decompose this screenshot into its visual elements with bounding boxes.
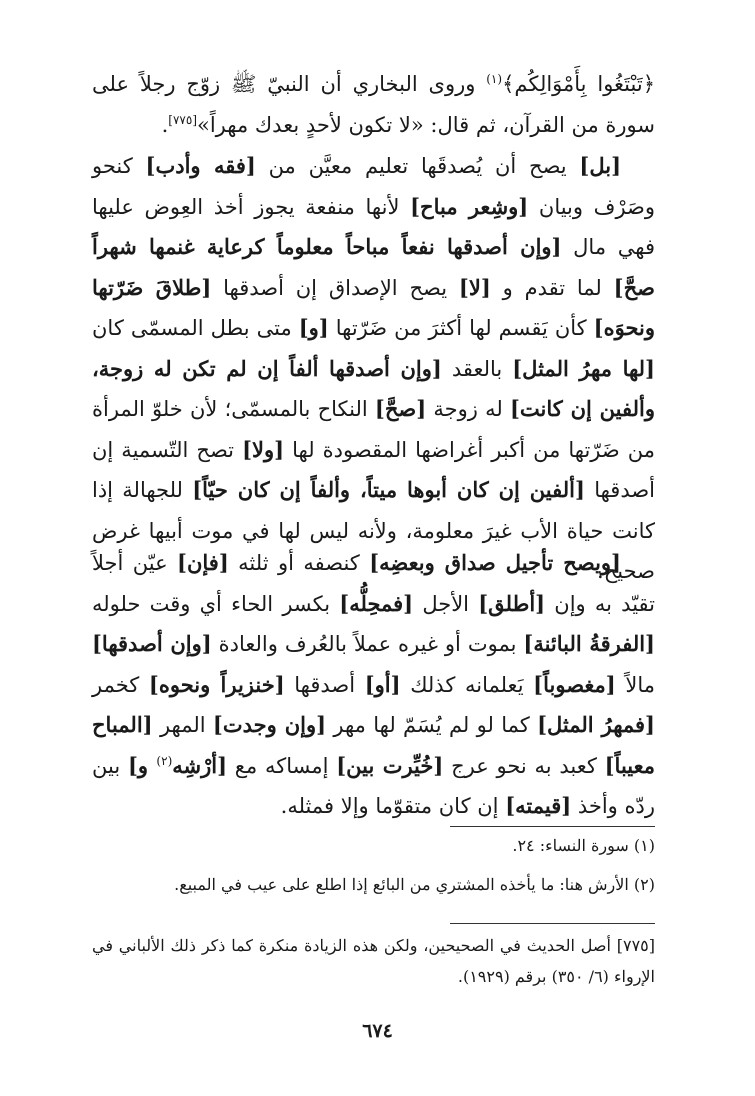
matn-text: [و] [298, 315, 329, 340]
paragraph-quran-hadith [92, 64, 655, 145]
body-text: الأجل [413, 591, 479, 616]
footnote-number: (٢) [633, 875, 655, 894]
body-text: يصح أن يُصدقَها تعليم معيَّن من [255, 154, 580, 178]
matn-text: [فقه وأدب] [145, 153, 256, 178]
matn-text: [ويصح تأجيل صداق وبعضِه] [369, 550, 621, 575]
matn-text: [صحَّ] [374, 396, 427, 421]
matn-text: و] [127, 752, 157, 778]
matn-text: [فمهرُ المثل] [537, 712, 655, 737]
body-text: متى بطل المسمّى كان [92, 316, 299, 340]
body-text: كعبد به نحو عرج [443, 753, 605, 778]
matn-text: [فمحِلُّه] [339, 590, 414, 616]
matn-text: [أرْشِه [172, 752, 228, 778]
matn-text: [وإن وجدت] [212, 712, 327, 737]
body-text: إن كان متقوّما وإلا فمثله. [280, 794, 506, 818]
body-text: له زوجة [426, 397, 510, 421]
body-text: . [161, 112, 169, 137]
matn-text: [وإن أصدقها ألفاً إن لم تكن له زوجة، وألفين إن كانت] [92, 355, 656, 421]
endnote-divider [450, 923, 655, 924]
body-text: بموت أو غيره عملاً بالعُرف والعادة [211, 632, 524, 656]
footnote-2 [92, 869, 655, 900]
footnote-divider [450, 826, 655, 827]
body-text: وروى البخاري أن النبيّ ﷺ زوّج رجلاً على سورة من القرآن، ثم قال: «لا تكون لأحدٍ بعدك مهراً» [92, 72, 655, 137]
matn-text: [خُيِّرت بين] [336, 752, 444, 778]
matn-text: [أو] [364, 671, 401, 697]
body-text: إمساكه مع [227, 753, 337, 778]
footnote-text: سورة النساء: ٢٤. [512, 836, 629, 855]
body-text: يصح الإصداق إن أصدقها [211, 275, 459, 300]
endnote-text: أصل الحديث في الصحيحين، ولكن هذه الزيادة منكرة كما ذكر ذلك الألباني في الإرواء (٦/ ٣٥٠) برقم (١٩٢٩). [92, 936, 655, 986]
footnote-1 [92, 830, 655, 861]
body-text: لما تقدم و [490, 275, 614, 300]
matn-text: [أطلق] [478, 590, 546, 616]
matn-text: [خنزيراً ونحوه] [148, 671, 285, 697]
body-text: كخمر [92, 672, 149, 697]
body-text: أصدقها [284, 672, 365, 697]
body-text: كأن يَقسم لها أكثرَ من ضَرّتها [328, 316, 594, 340]
matn-text: [مغصوباً] [533, 671, 616, 697]
matn-text: [وإن أصدقها نفعاً مباحاً معلوماً كرعاية غنمها شهراً صحَّ] [92, 234, 655, 300]
footnote-ref-1[interactable]: (١) [486, 72, 503, 86]
endnote-775 [92, 930, 655, 992]
paragraph-mahr-benefits [92, 146, 655, 592]
matn-text: [وشِعر مباح] [410, 193, 529, 219]
body-text: المهر [152, 713, 213, 737]
footnote-ref-2[interactable]: (٢) [156, 753, 173, 768]
matn-text: [المباح معيباً] [92, 712, 656, 778]
body-text: عيّن أجلاً تقيّد به وإن [92, 551, 655, 616]
body-text: يَعلمانه كذلك [400, 672, 534, 697]
body-text: كما لو لم يُسَمّ لها مهر [326, 713, 538, 737]
matn-text: [فإن] [177, 550, 229, 575]
matn-text: [لها مهرُ المثل] [512, 355, 655, 381]
body-text: تصح التّسمية إن أصدقها [92, 437, 656, 502]
body-text: كنحو وصَرْف وبيان [92, 154, 656, 219]
matn-text: [ألفين إن كان أبوها ميتاً، وألفاً إن كان حيّاً] [192, 477, 585, 502]
footnote-text: الأرش هنا: ما يأخذه المشتري من البائع إذا اطلع على عيب في المبيع. [174, 875, 629, 894]
body-text: للجهالة إذا كانت حياة الأب غيرَ معلومة، ولأنه ليس لها في موت أبيها غرض صحيح. [92, 478, 655, 583]
body-text: مالاً [615, 672, 655, 697]
body-text: بين ردّه وأخذ [92, 753, 655, 818]
matn-text: [بل] [579, 153, 622, 178]
quran-verse: ﴿تَبْتَغُوا بِأَمْوَالِكُم﴾ [502, 72, 655, 96]
matn-text: [قيمته] [505, 793, 572, 818]
page-number: ٦٧٤ [362, 1020, 393, 1042]
body-text: بالعقد [441, 356, 513, 381]
body-text: بكسر الحاء أي وقت حلوله [92, 591, 340, 616]
paragraph-deferred-mahr [92, 543, 655, 827]
matn-text: [وإن أصدقها] [92, 631, 212, 656]
endnote-ref-775[interactable]: [٧٧٥] [168, 112, 197, 127]
footnote-number: (١) [633, 836, 655, 855]
matn-text: [لا] [458, 274, 491, 300]
matn-text: [الفرقةُ البائنة] [523, 631, 655, 656]
matn-text: [ولا] [242, 436, 285, 462]
endnote-number: [٧٧٥] [616, 936, 655, 955]
matn-text: [طلاقَ ضَرّتها ونحوَه] [92, 274, 656, 340]
body-text: النكاح بالمسمّى؛ لأن خلوّ المرأة من ضَرّتها من أكبر أغراضها المقصودة لها [92, 397, 656, 462]
body-text: لأنها منفعة يجوز أخذ العِوض عليها فهي مال [92, 194, 655, 259]
body-text: كنصفه أو ثلثه [228, 551, 370, 575]
